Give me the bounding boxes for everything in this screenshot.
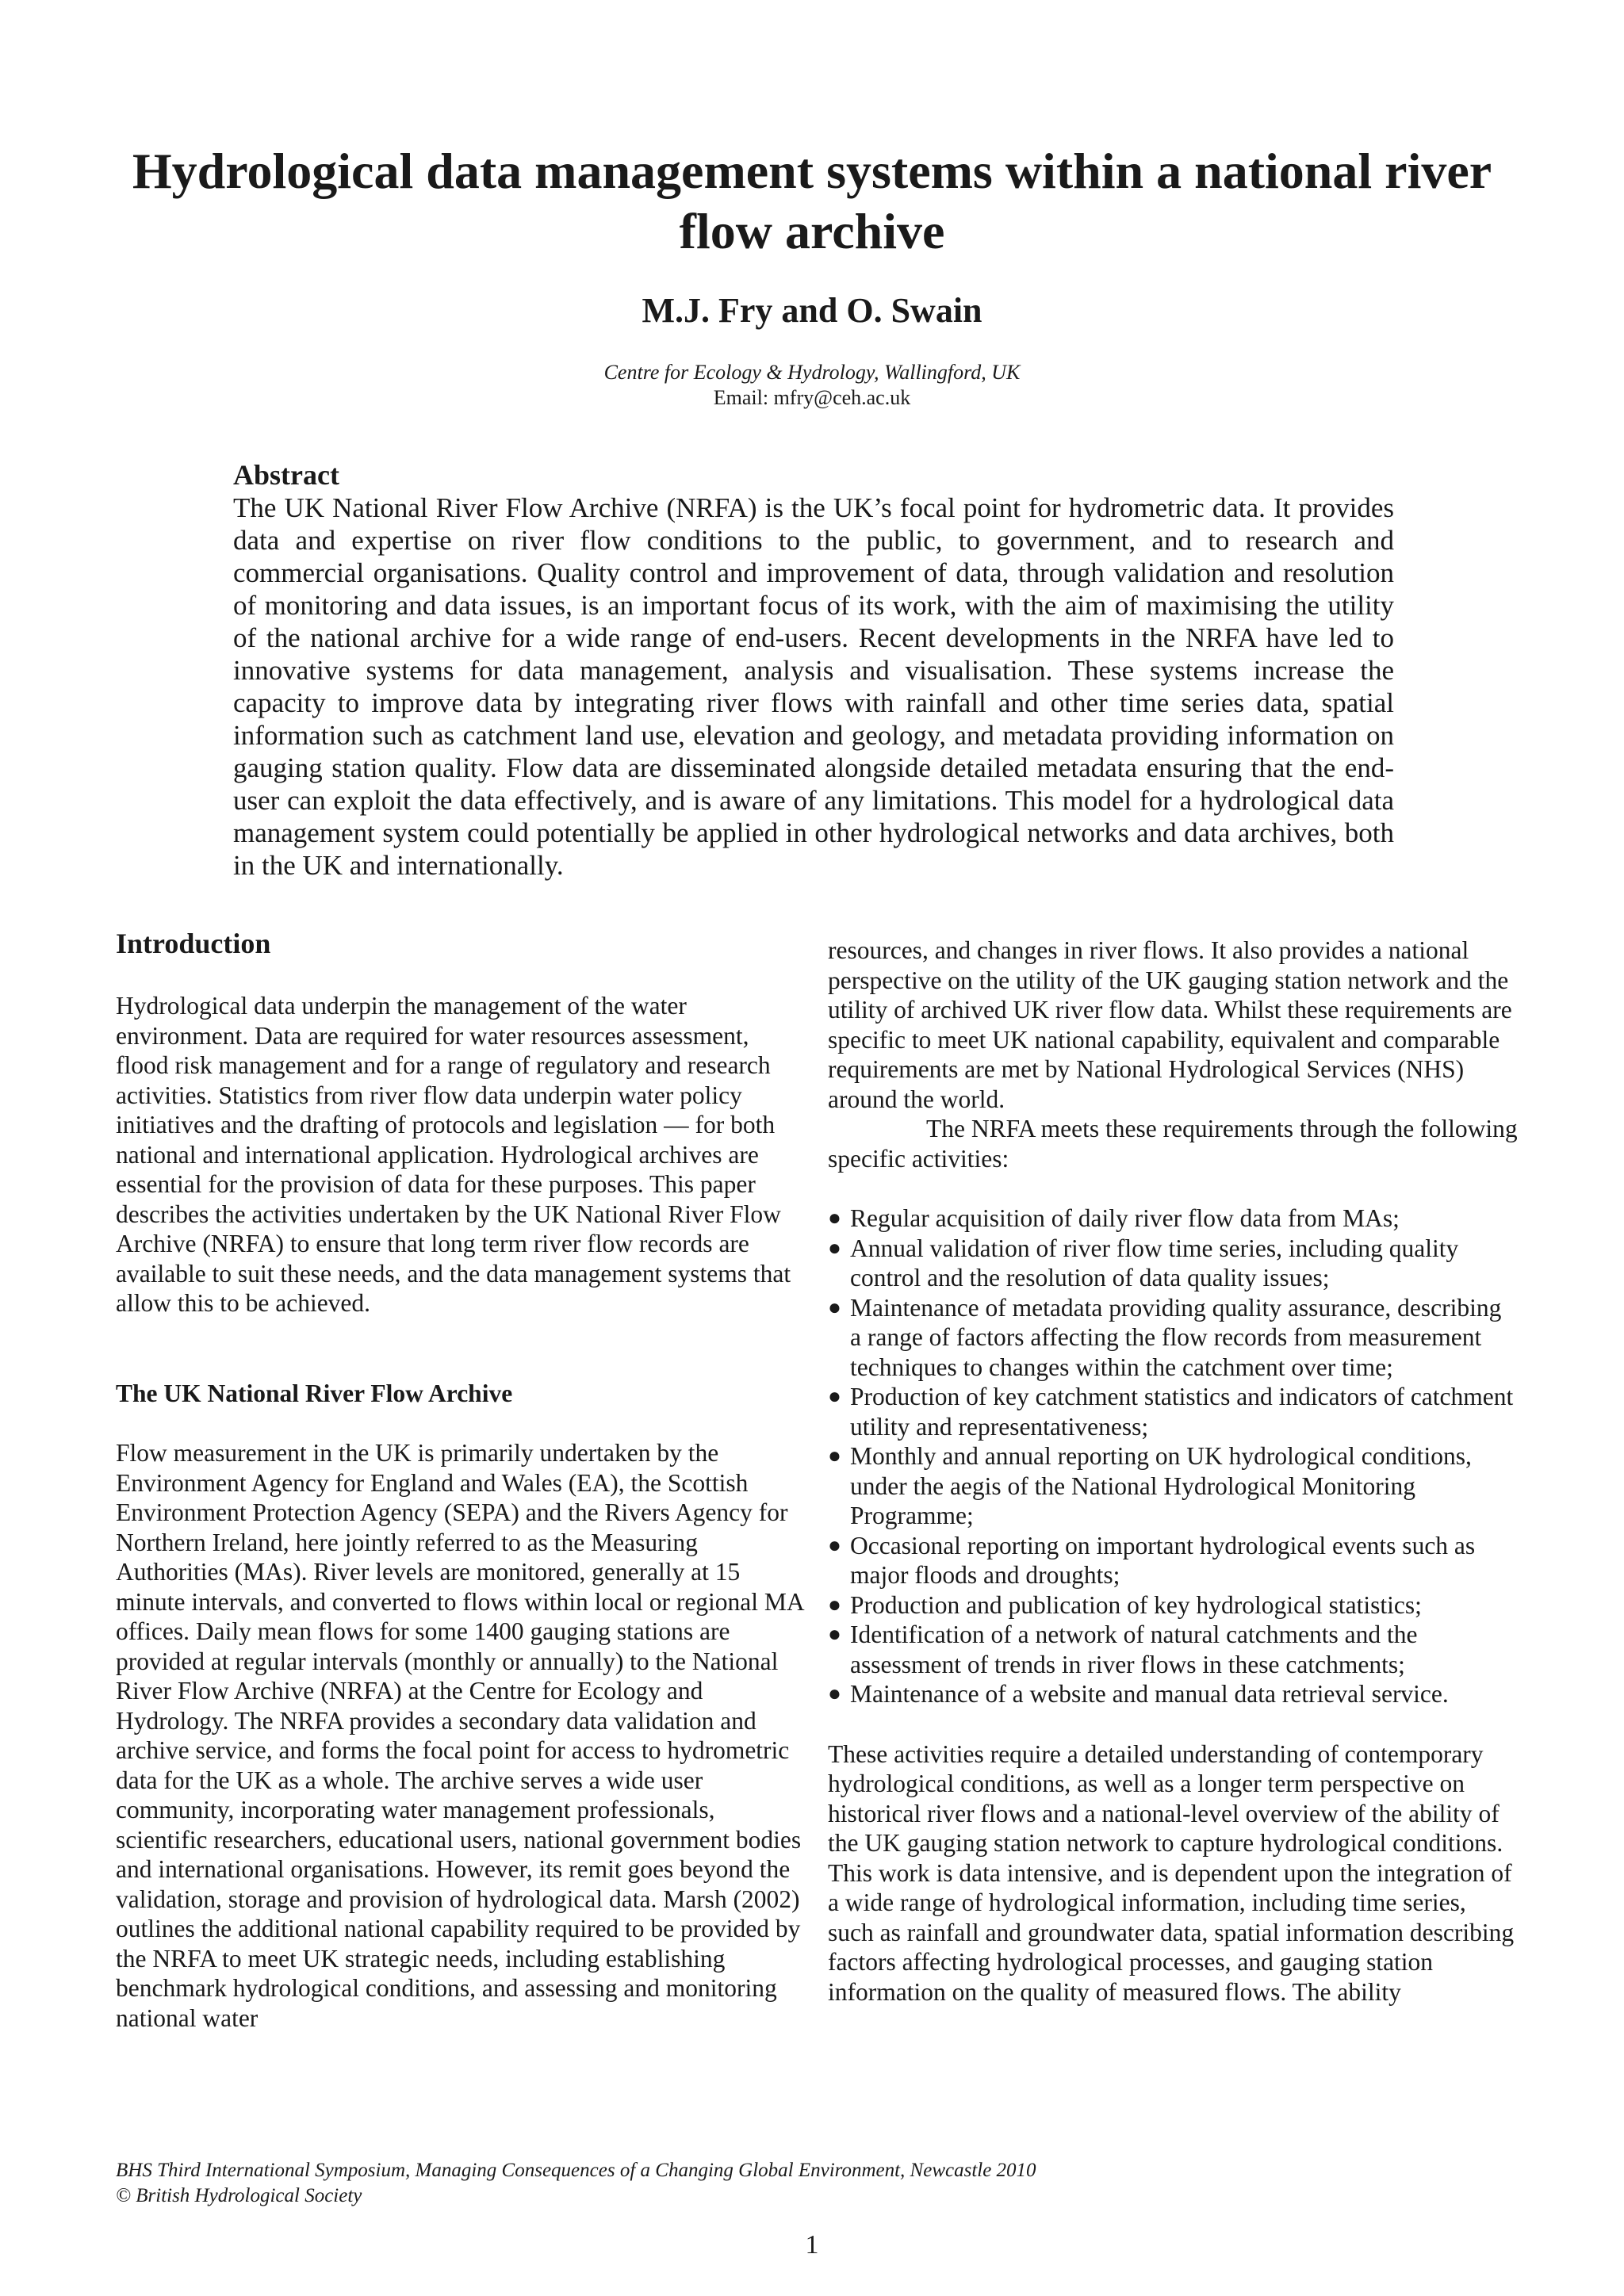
nrfa-text: Flow measurement in the UK is primarily undertaken by the Environment Agency for England and Wales (EA), the Scottish Environment Protection Agency (SEPA) and the Rivers Agency for Northern Ireland, here jointly referred to as the Measuring Authorities (MAs). River levels are monitored, generally at 15 minute intervals, and converted to flows within local or regional MA offices. Daily mean flows for some 1400 gauging stations are provided at regular intervals (monthly or annually) to the National River Flow Archive (NRFA) at the Centre for Ecology and Hydrology. The NRFA provides a secondary data validation and archive service, and forms the focal point for access to hydrometric data for the UK as a whole. The archive serves a wide user community, incorporating water management professionals, scientific researchers, educational users, national government bodies and international organisations. However, its remit goes beyond the validation, storage and provision of hydrological data. Marsh (2002) outlines the additional national capability required to be provided by the NRFA to meet UK strategic needs, including establishing benchmark hydrological conditions, and assessing and monitoring national water	[116, 1439, 803, 2032]
list-item: ● Maintenance of a website and manual data retrieval service.	[828, 1679, 1518, 1709]
list-item: ● Monthly and annual reporting on UK hydrological conditions, under the aegis of the National Hydrological Monitoring Programme;	[828, 1441, 1518, 1531]
footer-copyright: © British Hydrological Society	[116, 2185, 362, 2206]
closing-text: These activities require a detailed understanding of contemporary hydrological conditions, as well as a longer term perspective on historical river flows and a national-level overview of the ability of the UK gauging station network to capture hydrological conditions. This work is data intensive, and is dependent upon the integration of a wide range of hydrological information, including time series, such as rainfall and groundwater data, spatial information describing factors affecting hydrological processes, and gauging station information on the quality of measured flows. The ability	[828, 1739, 1515, 2006]
list-item: ● Maintenance of metadata providing quality assurance, describing a range of factors affecting the flow records from measurement techniques to changes within the catchment over time;	[828, 1293, 1518, 1383]
footer-symposium: BHS Third International Symposium, Managing Consequences of a Changing Global Environment, Newcastle 2010	[116, 2160, 1036, 2181]
paper-title: Hydrological data management systems within a national river flow archive	[132, 143, 1492, 259]
nrfa-heading: The UK National River Flow Archive	[116, 1379, 513, 1407]
page-number: 1	[805, 2230, 819, 2260]
right-column	[828, 936, 1518, 2007]
authors: M.J. Fry and O. Swain	[642, 291, 982, 330]
introduction-text: Hydrological data underpin the management of the water environment. Data are required for water resources assessment, flood risk management and for a range of regulatory and research activities. Statistics from river flow data underpin water policy initiatives and the drafting of protocols and legislation — for both national and international application. Hydrological archives are essential for the provision of data for these purposes. This paper describes the activities undertaken by the UK National River Flow Archive (NRFA) to ensure that long term river flow records are available to suit these needs, and the data management systems that allow this to be achieved.	[116, 992, 791, 1317]
list-item: ● Identification of a network of natural catchments and the assessment of trends in river flows in these catchments;	[828, 1620, 1518, 1679]
list-item: ● Regular acquisition of daily river flow data from MAs;	[828, 1203, 1518, 1234]
abstract	[233, 458, 1394, 882]
list-item: ● Annual validation of river flow time series, including quality control and the resolution of data quality issues;	[828, 1234, 1518, 1293]
abstract-heading: Abstract	[233, 459, 339, 491]
introduction-heading: Introduction	[116, 928, 271, 959]
list-item: ● Production of key catchment statistics and indicators of catchment utility and representativeness;	[828, 1382, 1518, 1441]
abstract-text: The UK National River Flow Archive (NRFA) is the UK’s focal point for hydrometric data. It provides data and expertise on river flow conditions to the public, to government, and to research and commercial organisations. Quality control and improvement of data, through validation and resolution of monitoring and data issues, is an important focus of its work, with the aim of maximising the utility of the national archive for a wide range of end-users. Recent developments in the NRFA have led to innovative systems for data management, analysis and visualisation. These systems increase the capacity to improve data by integrating river flows with rainfall and other time series data, spatial information such as catchment land use, elevation and geology, and metadata providing information on gauging station quality. Flow data are disseminated alongside detailed metadata ensuring that the end-user can exploit the data effectively, and is aware of any limitations. This model for a hydrological data management system could potentially be applied in other hydrological networks and data archives, both in the UK and internationally.	[233, 492, 1394, 881]
left-column	[116, 926, 804, 2033]
list-item: ● Production and publication of key hydrological statistics;	[828, 1590, 1518, 1621]
continuation-text: resources, and changes in river flows. It also provides a national perspective on the utility of the UK gauging station network and the utility of archived UK river flow data. Whilst these requirements are specific to meet UK national capability, equivalent and comparable requirements are met by National Hydrological Services (NHS) around the world.	[828, 936, 1512, 1113]
list-item: ● Occasional reporting on important hydrological events such as major floods and droughts;	[828, 1531, 1518, 1590]
activities-intro: The NRFA meets these requirements through the following specific activities:	[828, 1115, 1518, 1173]
footer	[116, 2158, 1464, 2209]
activities-list	[828, 1203, 1518, 1709]
email: Email: mfry@ceh.ac.uk	[713, 386, 911, 409]
affiliation: Centre for Ecology & Hydrology, Wallingford, UK	[603, 361, 1021, 384]
